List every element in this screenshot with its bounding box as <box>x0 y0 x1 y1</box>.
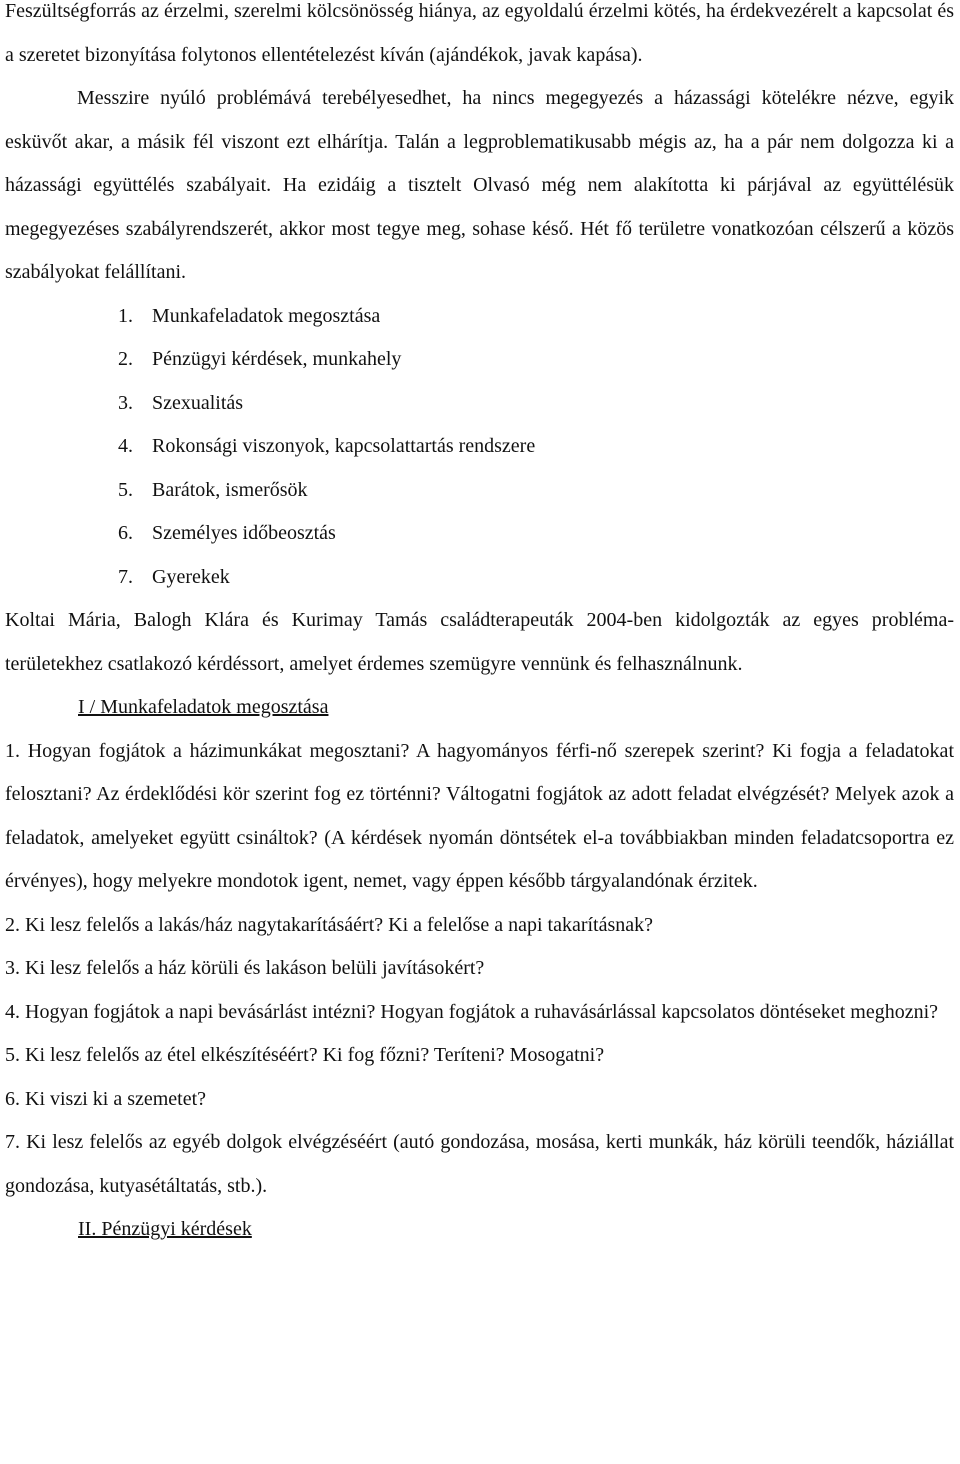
intro-paragraph-2: Messzire nyúló problémává terebélyesedhet, ha nincs megegyezés a házassági kötelékre nézve, egyik esküvőt akar, a másik fél viszont ezt elhárítja. Talán a legproblematikusabb mégis az, ha a pár nem dolgozza ki a házassági együttélés szabályait. Ha ezidáig a tisztelt Olvasó még nem alakította ki párjával az együttélésük megegyezéses szabályrendszerét, akkor most tegye meg, sohase késő. Hét fő területre vonatkozóan célszerű a közös szabályokat felállítani. <box>5 87 954 283</box>
list-item-label: Munkafeladatok megosztása <box>152 304 381 327</box>
list-item-number: 2. <box>118 348 133 370</box>
list-item-label: Barátok, ismerősök <box>152 478 308 501</box>
question-5: 5. Ki lesz felelős az étel elkészítéséért? Ki fog főzni? Teríteni? Mosogatni? <box>5 1044 605 1066</box>
list-item <box>118 425 954 469</box>
list-item-label: Személyes időbeosztás <box>152 522 336 544</box>
question-1: 1. Hogyan fogjátok a házimunkákat megosztani? A hagyományos férfi-nő szerepek szerint? Ki fogja a feladatokat felosztani? Az érdeklődési kör szerint fog ez történni? Váltogatni fogjátok az adott feladat elvégzését? Melyek azok a feladatok, amelyeket együtt csináltok? (A kérdések nyomán döntsétek el-a továbbiakban minden feladatcsoportra ez érvényes), hogy melyekre mondotok igent, nemet, vagy éppen később tárgyalandónak érzitek. <box>5 739 954 892</box>
question-4: 4. Hogyan fogjátok a napi bevásárlást intézni? Hogyan fogjátok a ruhavásárlással kapcsolatos döntéseket meghozni? <box>5 1000 939 1023</box>
question-2: 2. Ki lesz felelős a lakás/ház nagytakarításáért? Ki a felelőse a napi takarításnak? <box>5 913 654 936</box>
list-item <box>118 556 954 600</box>
list-item-label: Pénzügyi kérdések, munkahely <box>152 348 402 370</box>
section-2-heading: II. Pénzügyi kérdések <box>78 1218 252 1240</box>
list-item <box>118 295 954 339</box>
areas-list <box>5 295 954 600</box>
list-item-number: 1. <box>118 304 133 327</box>
list-item <box>118 512 954 556</box>
list-item-number: 7. <box>118 565 133 588</box>
question-3: 3. Ki lesz felelős a ház körüli és lakáson belüli javításokért? <box>5 957 485 979</box>
question-6: 6. Ki viszi ki a szemetet? <box>5 1087 207 1110</box>
list-item-number: 3. <box>118 391 133 414</box>
intro-paragraph-1: Feszültségforrás az érzelmi, szerelmi kölcsönösség hiánya, az egyoldalú érzelmi kötés, ha érdekvezérelt a kapcsolat és a szeretet bizonyítása folytonos ellentételezést kíván (ajándékok, javak kapása). <box>5 0 954 66</box>
list-item-label: Szexualitás <box>152 391 244 414</box>
list-item <box>118 382 954 426</box>
list-item <box>118 469 954 513</box>
authors-paragraph: Koltai Mária, Balogh Klára és Kurimay Tamás családterapeuták 2004-ben kidolgozták az egyes probléma-területekhez csatlakozó kérdéssort, amelyet érdemes szemügyre vennünk és felhasználnunk. <box>5 609 954 675</box>
list-item-number: 4. <box>118 435 133 457</box>
list-item-label: Rokonsági viszonyok, kapcsolattartás rendszere <box>152 435 536 457</box>
list-item <box>118 338 954 382</box>
section-1-heading: I / Munkafeladatok megosztása <box>78 696 329 718</box>
list-item-number: 6. <box>118 522 133 544</box>
list-item-label: Gyerekek <box>152 565 230 588</box>
question-7: 7. Ki lesz felelős az egyéb dolgok elvégzéséért (autó gondozása, mosása, kerti munkák, ház körüli teendők, háziállat gondozása, kutyasétáltatás, stb.). <box>5 1131 954 1197</box>
list-item-number: 5. <box>118 478 133 501</box>
